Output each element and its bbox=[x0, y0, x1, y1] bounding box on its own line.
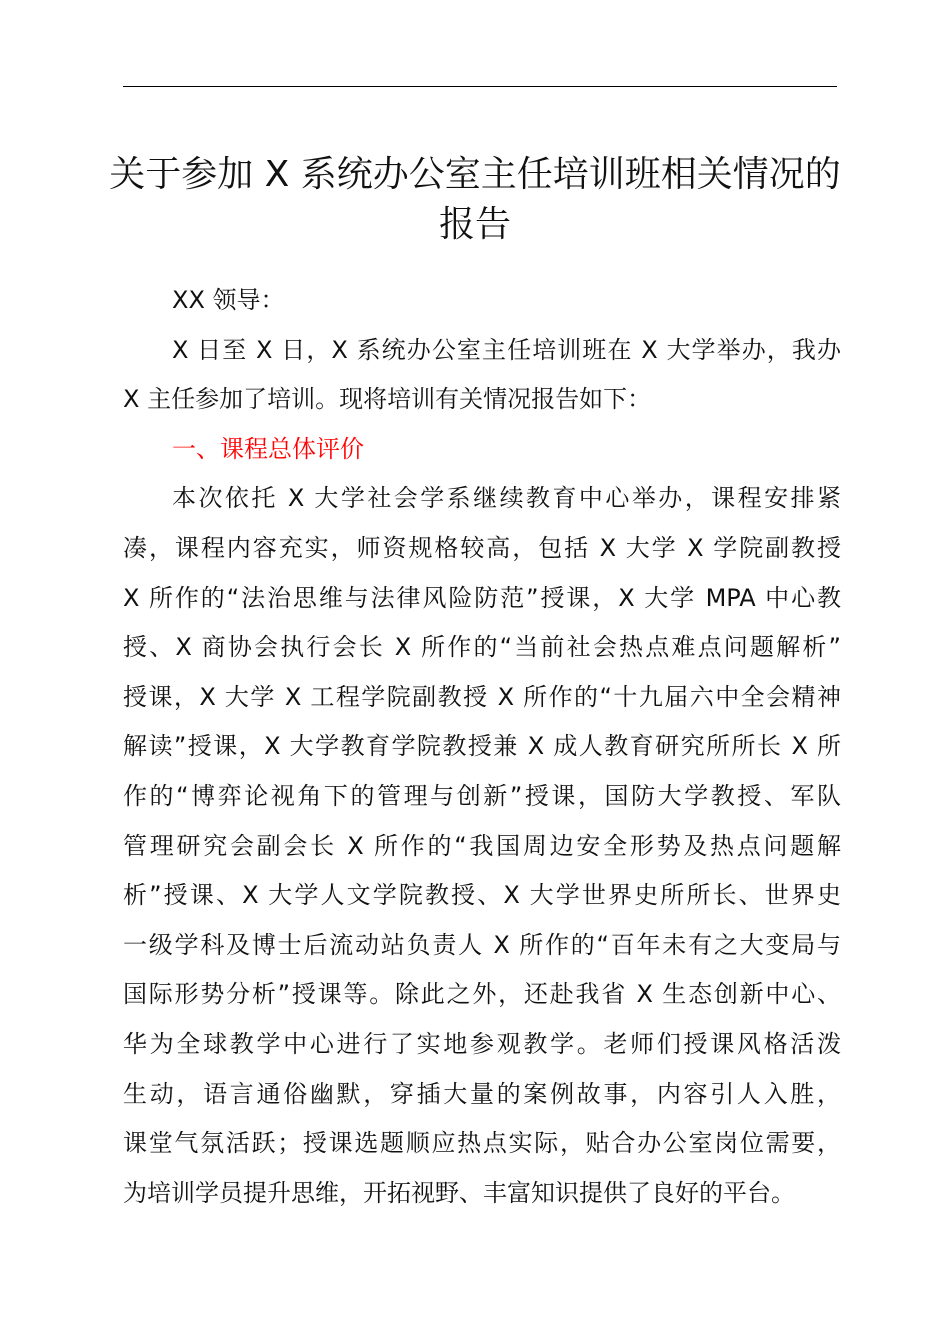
paragraph-line: 凑，课程内容充实，师资规格较高，包括 X 大学 X 学院副教授 bbox=[123, 533, 841, 562]
paragraph-line: 华为全球教学中心进行了实地参观教学。老师们授课风格活泼 bbox=[123, 1029, 841, 1058]
paragraph-line: 国际形势分析”授课等。除此之外，还赴我省 X 生态创新中心、 bbox=[123, 980, 841, 1009]
paragraph-line: 授、X 商协会执行会长 X 所作的“当前社会热点难点问题解析” bbox=[123, 633, 841, 662]
paragraph-line: 课堂气氛活跃；授课选题顺应热点实际，贴合办公室岗位需要， bbox=[123, 1129, 841, 1158]
paragraph-line: 本次依托 X 大学社会学系继续教育中心举办，课程安排紧 bbox=[172, 484, 841, 513]
intro-line: X 主任参加了培训。现将培训有关情况报告如下： bbox=[123, 385, 652, 414]
paragraph-line: 解读”授课，X 大学教育学院教授兼 X 成人教育研究所所长 X 所 bbox=[123, 732, 841, 761]
intro-line: X 日至 X 日，X 系统办公室主任培训班在 X 大学举办，我办 bbox=[172, 335, 841, 364]
paragraph-line: 管理研究会副会长 X 所作的“我国周边安全形势及热点问题解 bbox=[123, 831, 841, 860]
paragraph-line: 作的“博弈论视角下的管理与创新”授课，国防大学教授、军队 bbox=[123, 781, 841, 810]
paragraph-line: 为培训学员提升思维，开拓视野、丰富知识提供了良好的平台。 bbox=[123, 1178, 795, 1207]
section-heading: 一、课程总体评价 bbox=[172, 434, 364, 463]
paragraph-line: 授课，X 大学 X 工程学院副教授 X 所作的“十九届六中全会精神 bbox=[123, 682, 841, 711]
paragraph-line: 一级学科及博士后流动站负责人 X 所作的“百年未有之大变局与 bbox=[123, 930, 841, 959]
header-rule bbox=[123, 86, 837, 87]
title-line-2: 报告 bbox=[438, 204, 511, 245]
salutation: XX 领导： bbox=[172, 286, 285, 314]
paragraph-line: 生动，语言通俗幽默，穿插大量的案例故事，内容引人入胜， bbox=[123, 1079, 841, 1108]
paragraph-line: 析”授课、X 大学人文学院教授、X 大学世界史所所长、世界史 bbox=[123, 881, 841, 910]
document-body bbox=[123, 276, 841, 1218]
paragraph-line: X 所作的“法治思维与法律风险防范”授课，X 大学 MPA 中心教 bbox=[123, 583, 841, 612]
title-line-1: 关于参加 X 系统办公室主任培训班相关情况的 bbox=[109, 154, 841, 195]
document-title bbox=[100, 150, 850, 250]
